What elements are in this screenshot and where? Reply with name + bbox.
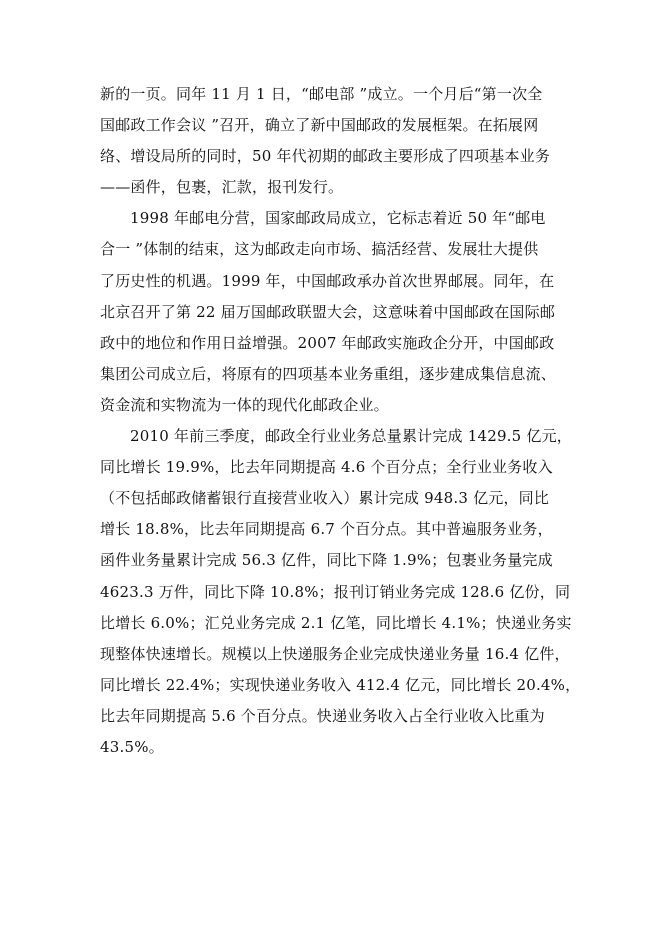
text-line: （不包括邮政储蓄银行直接营业收入）累计完成 948.3 亿元，同比 [100,489,550,508]
text-line: 比增长 6.0%；汇兑业务完成 2.1 亿笔，同比增长 4.1%；快递业务实 [100,613,572,632]
text-line: 国邮政工作会议 ”召开，确立了新中国邮政的发展框架。在拓展网 [100,116,539,135]
text-line: 43.5%。 [100,737,164,756]
paragraph-reform [100,203,570,421]
paragraph-postal-history [100,79,570,203]
body-text [100,79,581,763]
text-line: 络、增设局所的同时，50 年代初期的邮政主要形成了四项基本业务 [100,147,551,166]
text-line: 函件业务量累计完成 56.3 亿件，同比下降 1.9%；包裹业务量完成 [100,551,553,570]
text-line: 2010 年前三季度，邮政全行业业务总量累计完成 1429.5 亿元， [130,427,572,446]
text-line: 合一 ”体制的结束，这为邮政走向市场、搞活经营、发展壮大提供 [100,240,539,259]
text-line: 了历史性的机遇。1999 年，中国邮政承办首次世界邮展。同年，在 [100,271,555,290]
paragraph-2010-statistics [100,421,581,763]
text-line: 同比增长 22.4%；实现快递业务收入 412.4 亿元，同比增长 20.4%， [100,675,581,694]
text-line: 现整体快速增长。规模以上快递服务企业完成快递业务量 16.4 亿件， [100,644,570,663]
text-line: ——函件，包裹，汇款，报刊发行。 [100,178,344,197]
text-line: 同比增长 19.9%，比去年同期提高 4.6 个百分点；全行业业务收入 [100,458,553,477]
text-line: 新的一页。同年 11 月 1 日，“邮电部 ”成立。一个月后“第一次全 [100,85,543,103]
text-line: 增长 18.8%，比去年同期提高 6.7 个百分点。其中普遍服务业务， [100,520,553,539]
text-line: 比去年同期提高 5.6 个百分点。快递业务收入占全行业收入比重为 [100,706,545,725]
text-line: 4623.3 万件，同比下降 10.8%；报刊订销业务完成 128.6 亿份，同 [100,582,571,601]
text-line: 集团公司成立后，将原有的四项基本业务重组，逐步建成集信息流、 [100,364,557,383]
text-line: 1998 年邮电分营，国家邮政局成立，它标志着近 50 年“邮电 [130,209,546,228]
text-line: 北京召开了第 22 届万国邮政联盟大会，这意味着中国邮政在国际邮 [100,302,556,321]
text-line: 资金流和实物流为一体的现代化邮政企业。 [100,395,389,414]
text-line: 政中的地位和作用日益增强。2007 年邮政实施政企分开，中国邮政 [100,333,555,352]
